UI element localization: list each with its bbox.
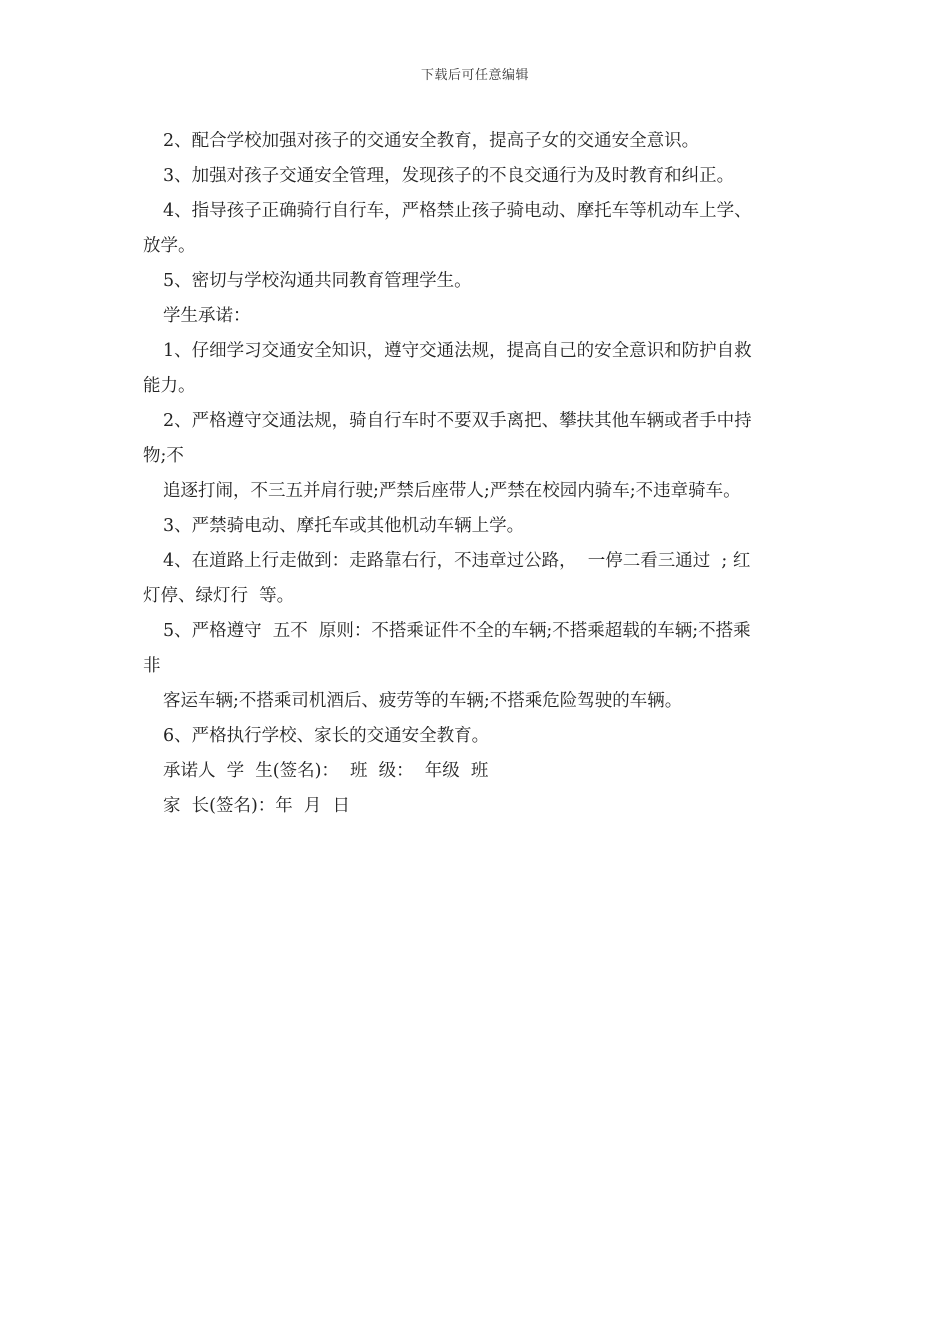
paragraph-line: 3、严禁骑电动、摩托车或其他机动车辆上学。 — [163, 516, 525, 536]
paragraph-line: 客运车辆;不搭乘司机酒后、疲劳等的车辆;不搭乘危险驾驶的车辆。 — [163, 691, 683, 711]
page-header: 下载后可任意编辑 — [420, 68, 529, 83]
section-heading: 学生承诺： — [163, 306, 251, 326]
paragraph-line: 放学。 — [143, 236, 196, 256]
paragraph-line: 非 — [143, 656, 161, 676]
paragraph-line: 能力。 — [143, 376, 196, 396]
paragraph-line: 灯停、绿灯行 等。 — [143, 586, 295, 606]
paragraph-line: 5、密切与学校沟通共同教育管理学生。 — [163, 271, 472, 291]
paragraph-line: 6、严格执行学校、家长的交通安全教育。 — [163, 726, 490, 746]
paragraph-line: 5、严格遵守 五不 原则：不搭乘证件不全的车辆;不搭乘超载的车辆;不搭乘 — [163, 621, 751, 641]
signature-line-student: 承诺人 学 生(签名)： 班 级： 年级 班 — [163, 761, 489, 781]
paragraph-line: 3、加强对孩子交通安全管理，发现孩子的不良交通行为及时教育和纠正。 — [163, 166, 735, 186]
paragraph-line: 物;不 — [143, 446, 184, 466]
signature-line-parent: 家 长(签名)：年 月 日 — [163, 796, 351, 816]
paragraph-line: 4、在道路上行走做到：走路靠右行，不违章过公路， 一停二看三通过 ; 红 — [163, 551, 751, 571]
paragraph-line: 追逐打闹，不三五并肩行驶;严禁后座带人;严禁在校园内骑车;不违章骑车。 — [163, 481, 741, 501]
paragraph-line: 4、指导孩子正确骑行自行车，严格禁止孩子骑电动、摩托车等机动车上学、 — [163, 201, 752, 221]
document-body — [143, 124, 813, 824]
paragraph-line: 2、配合学校加强对孩子的交通安全教育，提高子女的交通安全意识。 — [163, 131, 700, 151]
paragraph-line: 1、仔细学习交通安全知识，遵守交通法规，提高自己的安全意识和防护自救 — [163, 341, 752, 361]
paragraph-line: 2、严格遵守交通法规，骑自行车时不要双手离把、攀扶其他车辆或者手中持 — [163, 411, 752, 431]
